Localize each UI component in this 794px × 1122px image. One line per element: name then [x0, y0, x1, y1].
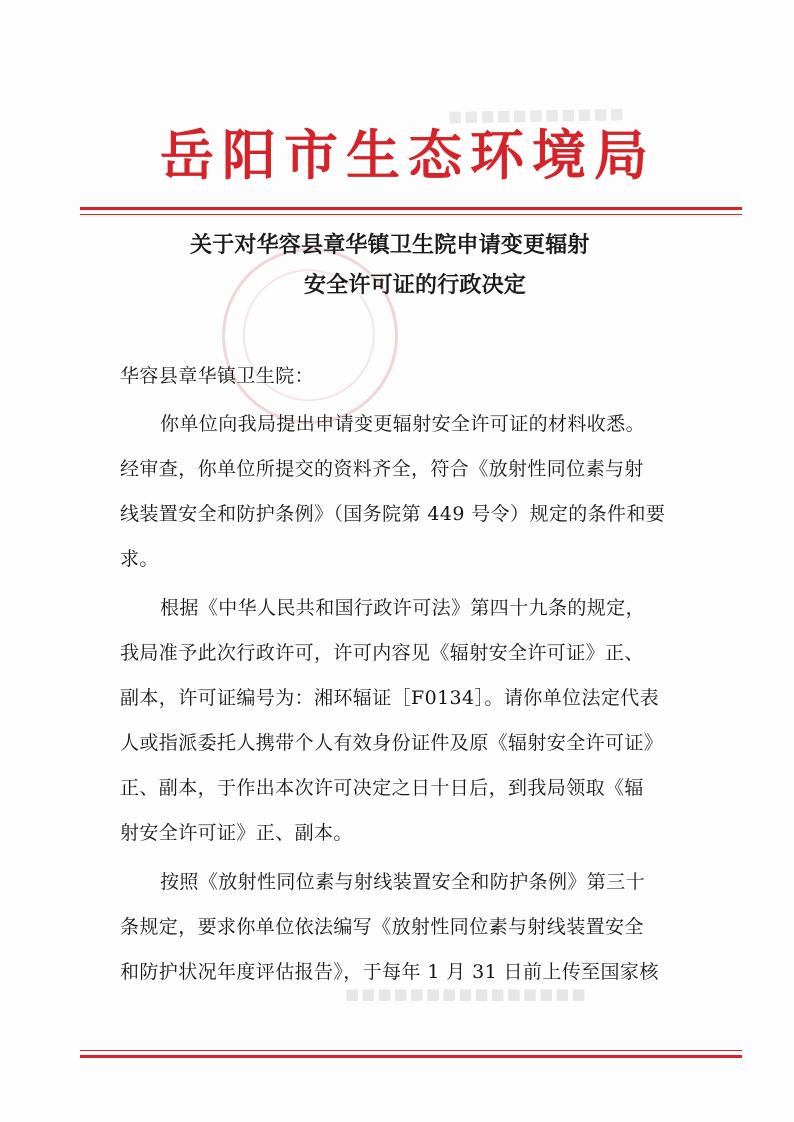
header-divider-thick — [80, 207, 742, 210]
recipient-line: 华容县章华镇卫生院： — [120, 365, 315, 387]
paragraph-line: 按照《放射性同位素与射线装置安全和防护条例》第三十 — [160, 871, 646, 893]
paragraph-line: 正、副本，于作出本次许可决定之日十日后，到我局领取《辐 — [120, 777, 644, 799]
header-divider-thin — [80, 214, 742, 215]
paragraph-line: 我局准予此次行政许可，许可内容见《辐射安全许可证》正、 — [120, 642, 644, 664]
document-title-line-1: 关于对华容县章华镇卫生院申请变更辐射 — [190, 233, 590, 258]
bleed-through-text-top: ■■■■■■■■■■■ — [447, 104, 627, 126]
paragraph-line: 副本，许可证编号为：湘环辐证［F0134］。请你单位法定代表 — [120, 687, 660, 709]
paragraph-line: 人或指派委托人携带个人有效身份证件及原《辐射安全许可证》 — [120, 732, 664, 754]
bleed-through-text-bottom: ■■■■■■■■■■■■■■■ — [345, 985, 588, 1003]
document-title-line-2: 安全许可证的行政决定 — [304, 273, 527, 298]
paragraph-line: 你单位向我局提出申请变更辐射安全许可证的材料收悉。 — [160, 413, 646, 435]
paragraph-line: 根据《中华人民共和国行政许可法》第四十九条的规定， — [160, 597, 646, 619]
paragraph-line: 条规定，要求你单位依法编写《放射性同位素与射线装置安全 — [120, 916, 644, 938]
paragraph-line: 射安全许可证》正、副本。 — [120, 822, 353, 844]
paragraph-line: 和防护状况年度评估报告》，于每年 1 月 31 日前上传至国家核 — [120, 961, 659, 983]
paragraph-line: 线装置安全和防护条例》（国务院第 449 号令）规定的条件和要 — [120, 503, 666, 525]
footer-divider-thin — [80, 1050, 742, 1051]
agency-title: 岳阳市生态环境局 — [160, 123, 656, 187]
faint-seal-impression — [208, 234, 412, 438]
paragraph-line: 经审查，你单位所提交的资料齐全，符合《放射性同位素与射 — [120, 458, 644, 480]
paragraph-line: 求。 — [120, 548, 159, 570]
footer-divider-thick — [80, 1055, 742, 1058]
